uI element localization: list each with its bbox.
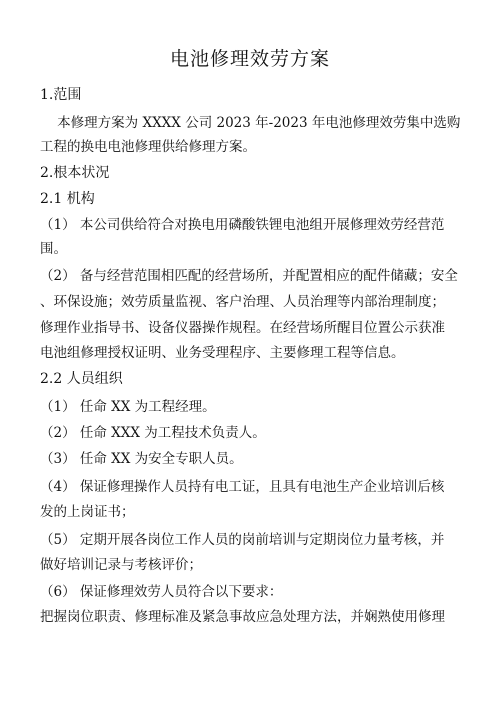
paragraph-line: 做好培训记录与考核评价；	[40, 557, 202, 573]
subsection-heading-org: 2.1 机构	[40, 191, 95, 207]
list-item: （1） 任命 XX 为工程经理。	[40, 399, 216, 415]
list-item: （3） 任命 XX 为安全专职人员。	[40, 451, 243, 467]
paragraph-line: 把握岗位职责、修理标准及紧急事故应急处理方法，并娴熟使用修理	[40, 609, 445, 625]
paragraph-line: 本修理方案为 XXXX 公司 2023 年-2023 年电池修理效劳集中选购	[40, 115, 461, 131]
paragraph-line: （1） 本公司供给符合对换电用磷酸铁锂电池组开展修理效劳经营范	[40, 217, 445, 233]
list-item: （2） 任命 XXX 为工程技术负责人。	[40, 425, 266, 441]
section-heading-basic: 2.根本状况	[40, 165, 110, 181]
paragraph-line: 工程的换电电池修理供给修理方案。	[40, 139, 256, 155]
document-title: 电池修理效劳方案	[169, 48, 330, 70]
paragraph-line: （2） 备与经营范围相匹配的经营场所，并配置相应的配件储藏；安全	[40, 268, 458, 284]
paragraph-line: 、环保设施；效劳质量监视、客户治理、人员治理等内部治理制度；	[40, 294, 445, 310]
list-item: （4） 保证修理操作人员持有电工证，且具有电池生产企业培训后核	[40, 479, 445, 495]
paragraph-line: 修理作业指导书、设备仪器操作规程。在经营场所醒目位置公示获准	[40, 320, 445, 336]
paragraph-line: 围。	[40, 241, 67, 257]
section-heading-scope: 1.范围	[40, 87, 82, 103]
list-item: （5） 定期开展各岗位工作人员的岗前培训与定期岗位力量考核，并	[40, 532, 445, 548]
paragraph-line: 电池组修理授权证明、业务受理程序、主要修理工程等信息。	[40, 345, 405, 361]
list-item: （6） 保证修理效劳人员符合以下要求：	[40, 584, 283, 600]
paragraph-line: 发的上岗证书；	[40, 504, 135, 520]
subsection-heading-staff: 2.2 人员组织	[40, 371, 123, 387]
